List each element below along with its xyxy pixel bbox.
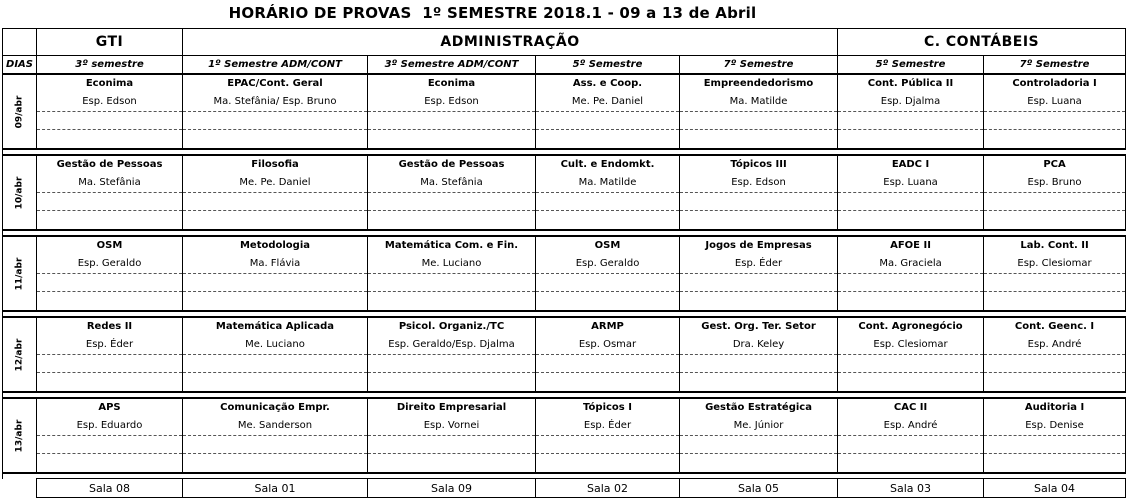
day-row xyxy=(3,317,1126,336)
teacher-cell: Ma. Graciela xyxy=(838,255,984,274)
empty-cell xyxy=(37,355,183,373)
teacher-cell: Me. Júnior xyxy=(680,417,838,436)
subject-cell: Cont. Pública II xyxy=(838,74,984,93)
day-row xyxy=(3,274,1126,292)
teacher-cell: Me. Pe. Daniel xyxy=(536,93,680,112)
empty-cell xyxy=(368,373,536,393)
empty-cell xyxy=(838,373,984,393)
day-row xyxy=(3,255,1126,274)
room-cell: Sala 08 xyxy=(37,479,183,498)
empty-cell xyxy=(838,436,984,454)
empty-cell xyxy=(536,211,680,231)
empty-cell xyxy=(680,454,838,474)
day-label-cell xyxy=(3,236,37,311)
teacher-cell: Esp. Geraldo xyxy=(536,255,680,274)
group-header-row xyxy=(3,29,1126,56)
subject-cell: Gestão de Pessoas xyxy=(37,155,183,174)
teacher-cell: Dra. Keley xyxy=(680,336,838,355)
teacher-cell: Esp. Edson xyxy=(368,93,536,112)
empty-cell xyxy=(984,355,1126,373)
group-gti: GTI xyxy=(37,29,183,56)
day-row xyxy=(3,292,1126,312)
room-cell: Sala 09 xyxy=(368,479,536,498)
room-row-blank xyxy=(3,479,37,498)
empty-cell xyxy=(984,274,1126,292)
empty-cell xyxy=(536,112,680,130)
teacher-cell: Ma. Matilde xyxy=(536,174,680,193)
empty-cell xyxy=(37,193,183,211)
subject-cell: Cult. e Endomkt. xyxy=(536,155,680,174)
subject-cell: Matemática Com. e Fin. xyxy=(368,236,536,255)
room-cell: Sala 05 xyxy=(680,479,838,498)
empty-cell xyxy=(838,355,984,373)
teacher-cell: Esp. Djalma xyxy=(838,93,984,112)
subject-cell: Cont. Agronegócio xyxy=(838,317,984,336)
teacher-cell: Esp. Edson xyxy=(680,174,838,193)
room-cell: Sala 01 xyxy=(183,479,368,498)
semester-header-7: 7º Semestre xyxy=(984,56,1126,75)
empty-cell xyxy=(536,436,680,454)
empty-cell xyxy=(183,373,368,393)
room-cell: Sala 03 xyxy=(838,479,984,498)
empty-cell xyxy=(37,373,183,393)
subject-cell: Cont. Geenc. I xyxy=(984,317,1126,336)
empty-cell xyxy=(536,454,680,474)
teacher-cell: Ma. Stefânia/ Esp. Bruno xyxy=(183,93,368,112)
group-header-blank xyxy=(3,29,37,56)
subject-cell: Redes II xyxy=(37,317,183,336)
subject-cell: EADC I xyxy=(838,155,984,174)
page-title: HORÁRIO DE PROVAS 1º SEMESTRE 2018.1 - 09 a 13 de Abril xyxy=(228,4,757,22)
day-row xyxy=(3,74,1126,93)
subject-cell: Comunicação Empr. xyxy=(183,398,368,417)
empty-cell xyxy=(838,211,984,231)
empty-cell xyxy=(680,373,838,393)
subject-cell: Tópicos I xyxy=(536,398,680,417)
empty-cell xyxy=(680,130,838,150)
empty-cell xyxy=(37,436,183,454)
empty-cell xyxy=(37,454,183,474)
day-row xyxy=(3,174,1126,193)
empty-cell xyxy=(838,274,984,292)
day-row xyxy=(3,454,1126,474)
day-label: 13/abr xyxy=(14,419,25,452)
empty-cell xyxy=(183,436,368,454)
empty-cell xyxy=(680,193,838,211)
semester-header-2: 1º Semestre ADM/CONT xyxy=(183,56,368,75)
subject-cell: OSM xyxy=(536,236,680,255)
empty-cell xyxy=(984,454,1126,474)
day-row xyxy=(3,417,1126,436)
day-row xyxy=(3,373,1126,393)
empty-cell xyxy=(368,454,536,474)
empty-cell xyxy=(368,292,536,312)
empty-cell xyxy=(838,130,984,150)
day-row xyxy=(3,398,1126,417)
empty-cell xyxy=(183,274,368,292)
teacher-cell: Esp. Luana xyxy=(984,93,1126,112)
empty-cell xyxy=(183,292,368,312)
teacher-cell: Me. Luciano xyxy=(183,336,368,355)
subject-cell: ARMP xyxy=(536,317,680,336)
empty-cell xyxy=(984,211,1126,231)
day-row xyxy=(3,355,1126,373)
semester-header-6: 5º Semestre xyxy=(838,56,984,75)
subject-cell: APS xyxy=(37,398,183,417)
subject-cell: Gestão de Pessoas xyxy=(368,155,536,174)
semester-header-4: 5º Semestre xyxy=(536,56,680,75)
day-label: 11/abr xyxy=(14,257,25,290)
empty-cell xyxy=(368,355,536,373)
teacher-cell: Ma. Flávia xyxy=(183,255,368,274)
teacher-cell: Esp. Geraldo/Esp. Djalma xyxy=(368,336,536,355)
empty-cell xyxy=(536,355,680,373)
day-row xyxy=(3,211,1126,231)
teacher-cell: Esp. Geraldo xyxy=(37,255,183,274)
empty-cell xyxy=(37,274,183,292)
teacher-cell: Me. Luciano xyxy=(368,255,536,274)
subject-cell: Gestão Estratégica xyxy=(680,398,838,417)
empty-cell xyxy=(183,130,368,150)
empty-cell xyxy=(37,112,183,130)
day-label: 09/abr xyxy=(14,95,25,128)
empty-cell xyxy=(368,436,536,454)
subject-cell: Direito Empresarial xyxy=(368,398,536,417)
empty-cell xyxy=(368,112,536,130)
teacher-cell: Esp. Vornei xyxy=(368,417,536,436)
empty-cell xyxy=(680,436,838,454)
day-row xyxy=(3,130,1126,150)
semester-header-3: 3º Semestre ADM/CONT xyxy=(368,56,536,75)
group-administracao: ADMINISTRAÇÃO xyxy=(183,29,838,56)
empty-cell xyxy=(368,130,536,150)
room-cell: Sala 02 xyxy=(536,479,680,498)
subject-cell: Filosofia xyxy=(183,155,368,174)
teacher-cell: Esp. Éder xyxy=(37,336,183,355)
empty-cell xyxy=(984,436,1126,454)
empty-cell xyxy=(536,373,680,393)
subject-cell: AFOE II xyxy=(838,236,984,255)
subject-cell: CAC II xyxy=(838,398,984,417)
empty-cell xyxy=(183,454,368,474)
teacher-cell: Ma. Stefânia xyxy=(368,174,536,193)
empty-cell xyxy=(536,274,680,292)
teacher-cell: Esp. Edson xyxy=(37,93,183,112)
subject-cell: Tópicos III xyxy=(680,155,838,174)
empty-cell xyxy=(368,193,536,211)
teacher-cell: Esp. Osmar xyxy=(536,336,680,355)
subject-cell: Metodologia xyxy=(183,236,368,255)
semester-header-5: 7º Semestre xyxy=(680,56,838,75)
day-row xyxy=(3,336,1126,355)
teacher-cell: Esp. Éder xyxy=(536,417,680,436)
semester-header-row xyxy=(3,56,1126,75)
empty-cell xyxy=(680,112,838,130)
day-label-cell xyxy=(3,74,37,149)
empty-cell xyxy=(37,130,183,150)
empty-cell xyxy=(183,193,368,211)
teacher-cell: Esp. André xyxy=(984,336,1126,355)
subject-cell: Psicol. Organiz./TC xyxy=(368,317,536,336)
empty-cell xyxy=(536,193,680,211)
day-label-cell xyxy=(3,155,37,230)
dias-header: DIAS xyxy=(3,56,37,75)
empty-cell xyxy=(680,274,838,292)
subject-cell: PCA xyxy=(984,155,1126,174)
day-label-cell xyxy=(3,398,37,473)
subject-cell: Gest. Org. Ter. Setor xyxy=(680,317,838,336)
semester-header-1: 3º semestre xyxy=(37,56,183,75)
empty-cell xyxy=(536,292,680,312)
day-label: 12/abr xyxy=(14,338,25,371)
room-row xyxy=(3,479,1126,498)
empty-cell xyxy=(368,274,536,292)
day-row xyxy=(3,93,1126,112)
empty-cell xyxy=(984,373,1126,393)
day-row xyxy=(3,155,1126,174)
subject-cell: Controladoria I xyxy=(984,74,1126,93)
empty-cell xyxy=(680,355,838,373)
teacher-cell: Esp. Clesiomar xyxy=(838,336,984,355)
empty-cell xyxy=(183,355,368,373)
subject-cell: Matemática Aplicada xyxy=(183,317,368,336)
teacher-cell: Ma. Stefânia xyxy=(37,174,183,193)
teacher-cell: Me. Pe. Daniel xyxy=(183,174,368,193)
teacher-cell: Esp. Clesiomar xyxy=(984,255,1126,274)
teacher-cell: Esp. Bruno xyxy=(984,174,1126,193)
teacher-cell: Esp. Éder xyxy=(680,255,838,274)
empty-cell xyxy=(680,211,838,231)
empty-cell xyxy=(838,454,984,474)
group-contabeis: C. CONTÁBEIS xyxy=(838,29,1126,56)
teacher-cell: Ma. Matilde xyxy=(680,93,838,112)
empty-cell xyxy=(536,130,680,150)
teacher-cell: Me. Sanderson xyxy=(183,417,368,436)
subject-cell: Empreendedorismo xyxy=(680,74,838,93)
subject-cell: Auditoria I xyxy=(984,398,1126,417)
teacher-cell: Esp. Luana xyxy=(838,174,984,193)
subject-cell: Econima xyxy=(368,74,536,93)
empty-cell xyxy=(838,193,984,211)
room-cell: Sala 04 xyxy=(984,479,1126,498)
subject-cell: OSM xyxy=(37,236,183,255)
subject-cell: Econima xyxy=(37,74,183,93)
teacher-cell: Esp. Denise xyxy=(984,417,1126,436)
empty-cell xyxy=(838,292,984,312)
empty-cell xyxy=(680,292,838,312)
day-row xyxy=(3,236,1126,255)
empty-cell xyxy=(368,211,536,231)
empty-cell xyxy=(984,130,1126,150)
subject-cell: EPAC/Cont. Geral xyxy=(183,74,368,93)
day-row xyxy=(3,112,1126,130)
empty-cell xyxy=(37,211,183,231)
subject-cell: Lab. Cont. II xyxy=(984,236,1126,255)
empty-cell xyxy=(37,292,183,312)
empty-cell xyxy=(183,211,368,231)
day-row xyxy=(3,193,1126,211)
empty-cell xyxy=(838,112,984,130)
exam-schedule-table xyxy=(2,28,1126,498)
teacher-cell: Esp. Eduardo xyxy=(37,417,183,436)
empty-cell xyxy=(984,193,1126,211)
empty-cell xyxy=(183,112,368,130)
day-label: 10/abr xyxy=(14,176,25,209)
teacher-cell: Esp. André xyxy=(838,417,984,436)
day-label-cell xyxy=(3,317,37,392)
day-row xyxy=(3,436,1126,454)
subject-cell: Jogos de Empresas xyxy=(680,236,838,255)
subject-cell: Ass. e Coop. xyxy=(536,74,680,93)
empty-cell xyxy=(984,292,1126,312)
empty-cell xyxy=(984,112,1126,130)
